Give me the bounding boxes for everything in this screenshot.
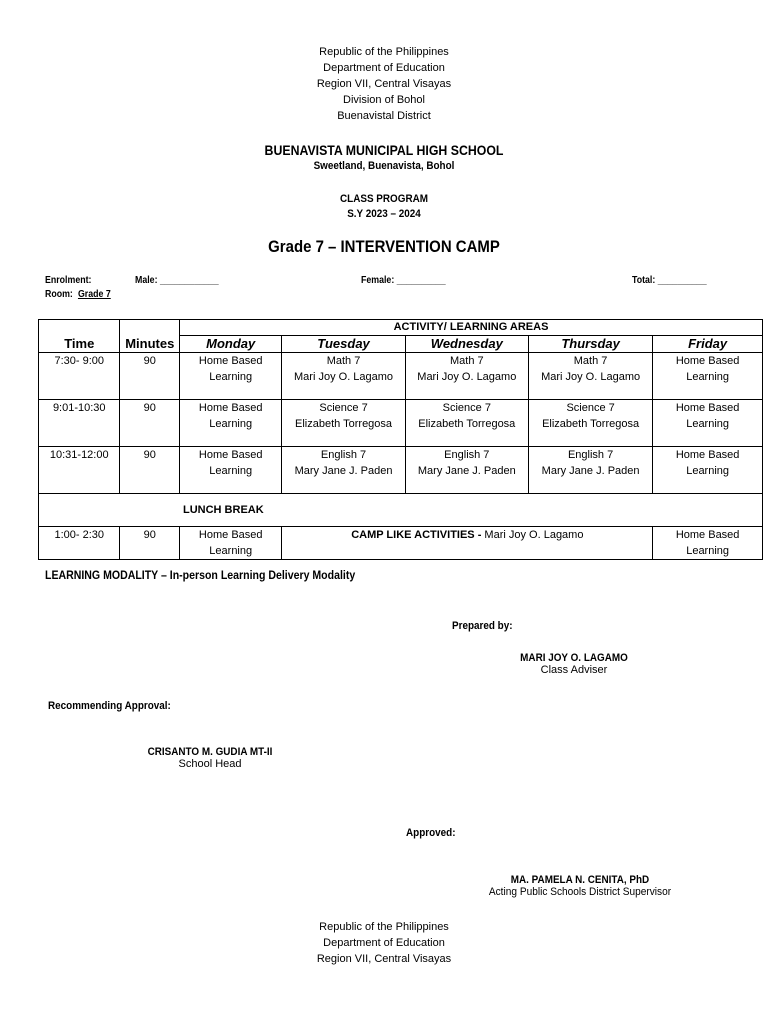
schedule-cell: English 7 Mary Jane J. Paden xyxy=(405,447,528,494)
table-row xyxy=(39,353,763,400)
modality-text: – In-person Learning Delivery Modality xyxy=(158,568,356,582)
schedule-cell: Home Based Learning xyxy=(180,527,282,560)
room-value: Grade 7 xyxy=(77,289,111,300)
recommending-label: Recommending Approval: xyxy=(48,700,171,712)
schedule-cell: English 7 Mary Jane J. Paden xyxy=(528,447,652,494)
day-thursday: Thursday xyxy=(528,336,652,353)
lunch-cell xyxy=(39,494,763,527)
time-cell: 1:00- 2:30 xyxy=(39,527,120,560)
room-label: Room: xyxy=(45,289,73,300)
minutes-cell: 90 xyxy=(120,400,180,447)
lunch-row xyxy=(39,494,763,527)
minutes-cell: 90 xyxy=(120,353,180,400)
approved-label: Approved: xyxy=(406,827,456,839)
header-line-division: Division of Bohol xyxy=(343,94,425,106)
schedule-cell: English 7 Mary Jane J. Paden xyxy=(282,447,405,494)
day-monday: Monday xyxy=(180,336,282,353)
recommending-signatory xyxy=(110,746,310,770)
schedule-cell: Home Based Learning xyxy=(180,353,282,400)
time-cell: 9:01-10:30 xyxy=(39,400,120,447)
male-field: Male: ____________ xyxy=(135,275,219,286)
table-row-afternoon xyxy=(39,527,763,560)
footer-line-deped: Department of Education xyxy=(323,937,445,949)
school-address: Sweetland, Buenavista, Bohol xyxy=(313,160,455,172)
recommending-name: CRISANTO M. GUDIA MT-II xyxy=(147,746,273,758)
footer-line-republic: Republic of the Philippines xyxy=(319,921,449,933)
camp-label: CAMP LIKE ACTIVITIES - xyxy=(351,529,485,541)
school-block xyxy=(0,141,768,174)
prepared-title: Class Adviser xyxy=(540,664,608,676)
program-block xyxy=(0,192,768,222)
female-field: Female: __________ xyxy=(361,275,446,286)
header-line-district: Buenavistal District xyxy=(337,110,431,122)
time-cell: 10:31-12:00 xyxy=(39,447,120,494)
footer-line-region: Region VII, Central Visayas xyxy=(316,953,452,965)
header-line-republic: Republic of the Philippines xyxy=(319,46,449,58)
school-year: S.Y 2023 – 2024 xyxy=(347,208,421,220)
class-schedule-table xyxy=(38,319,763,560)
lunch-label: LUNCH BREAK xyxy=(183,504,264,516)
schedule-cell: Home Based Learning xyxy=(653,353,763,400)
enrolment-label: Enrolment: xyxy=(45,275,92,286)
schedule-cell: Science 7 Elizabeth Torregosa xyxy=(528,400,652,447)
prepared-by-label: Prepared by: xyxy=(452,620,513,632)
school-name: BUENAVISTA MUNICIPAL HIGH SCHOOL xyxy=(264,142,504,158)
prepared-name: MARI JOY O. LAGAMO xyxy=(520,652,628,664)
camp-activities-cell xyxy=(282,527,653,560)
modality-label: LEARNING MODALITY xyxy=(45,568,159,582)
header-agency-lines xyxy=(0,44,768,124)
program-title: CLASS PROGRAM xyxy=(339,193,429,205)
day-wednesday: Wednesday xyxy=(405,336,528,353)
grade-title: Grade 7 – INTERVENTION CAMP xyxy=(268,237,500,256)
time-header: Time xyxy=(39,320,120,353)
total-field: Total: __________ xyxy=(632,275,707,286)
recommending-title: School Head xyxy=(178,758,242,770)
day-friday: Friday xyxy=(653,336,763,353)
schedule-cell: Home Based Learning xyxy=(653,447,763,494)
schedule-cell: Math 7 Mari Joy O. Lagamo xyxy=(528,353,652,400)
table-header-row-areas xyxy=(39,320,763,336)
schedule-cell: Science 7 Elizabeth Torregosa xyxy=(405,400,528,447)
prepared-by-signatory xyxy=(474,652,674,676)
approved-title: Acting Public Schools District Supervisor xyxy=(488,886,672,898)
minutes-cell: 90 xyxy=(120,527,180,560)
table-row xyxy=(39,400,763,447)
schedule-cell: Science 7 Elizabeth Torregosa xyxy=(282,400,405,447)
schedule-cell: Home Based Learning xyxy=(180,400,282,447)
learning-modality xyxy=(45,568,355,582)
areas-header: ACTIVITY/ LEARNING AREAS xyxy=(180,320,763,336)
minutes-header: Minutes xyxy=(120,320,180,353)
schedule-cell: Math 7 Mari Joy O. Lagamo xyxy=(282,353,405,400)
schedule-cell: Home Based Learning xyxy=(653,400,763,447)
approved-signatory xyxy=(464,874,696,898)
approved-name: MA. PAMELA N. CENITA, PhD xyxy=(510,874,650,886)
camp-teacher: Mari Joy O. Lagamo xyxy=(484,529,584,541)
grade-title-block xyxy=(0,237,768,257)
time-cell: 7:30- 9:00 xyxy=(39,353,120,400)
day-tuesday: Tuesday xyxy=(282,336,405,353)
schedule-cell: Math 7 Mari Joy O. Lagamo xyxy=(405,353,528,400)
header-line-deped: Department of Education xyxy=(323,62,445,74)
room-line xyxy=(45,289,111,300)
schedule-cell: Home Based Learning xyxy=(653,527,763,560)
schedule-cell: Home Based Learning xyxy=(180,447,282,494)
footer-agency-lines xyxy=(0,919,768,967)
minutes-cell: 90 xyxy=(120,447,180,494)
header-line-region: Region VII, Central Visayas xyxy=(316,78,452,90)
table-row xyxy=(39,447,763,494)
